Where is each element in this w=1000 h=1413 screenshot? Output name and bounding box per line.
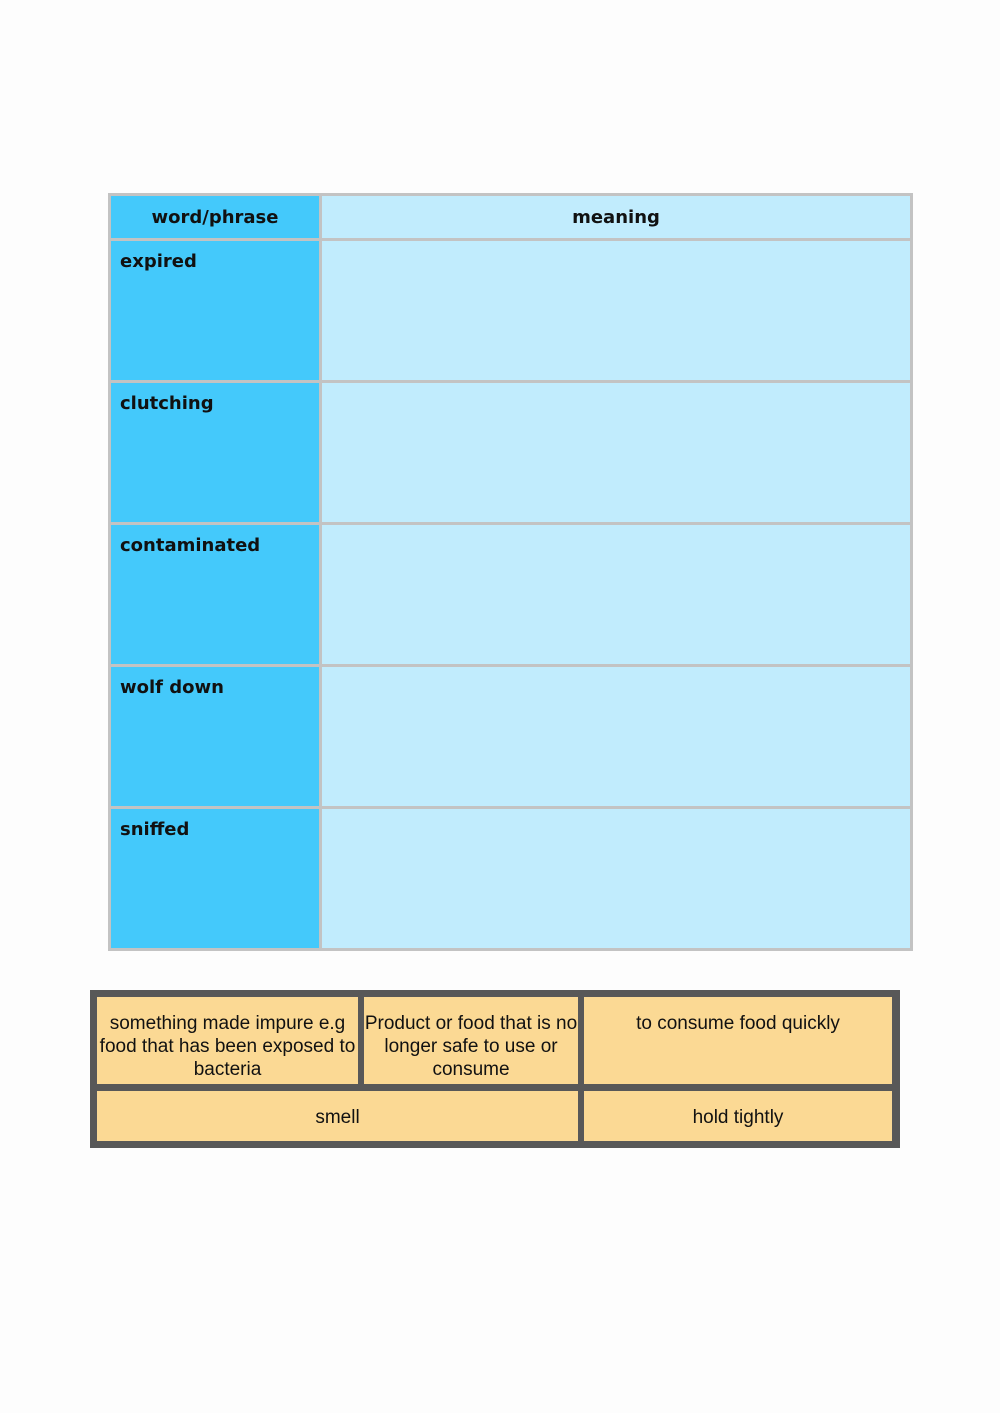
- answer-card-smell[interactable]: smell: [97, 1091, 578, 1141]
- meaning-drop-zone[interactable]: [321, 808, 912, 950]
- meaning-drop-zone[interactable]: [321, 382, 912, 524]
- table-row: [110, 808, 912, 950]
- table-row: [110, 524, 912, 666]
- meaning-drop-zone[interactable]: [321, 666, 912, 808]
- word-label: contaminated: [120, 535, 261, 556]
- word-cell: [110, 808, 321, 950]
- word-cell: [110, 240, 321, 382]
- header-word-phrase: word/phrase: [110, 195, 321, 240]
- word-label: sniffed: [120, 819, 190, 840]
- answer-bank: [90, 990, 900, 1148]
- answer-card-expired[interactable]: Product or food that is no longer safe to use or consume: [364, 997, 578, 1084]
- word-label: expired: [120, 251, 197, 272]
- header-meaning: meaning: [321, 195, 912, 240]
- table-row: [110, 240, 912, 382]
- word-cell: [110, 382, 321, 524]
- vocabulary-table: [108, 193, 913, 951]
- word-label: wolf down: [120, 677, 224, 698]
- meaning-drop-zone[interactable]: [321, 524, 912, 666]
- table-row: [110, 666, 912, 808]
- answer-card-hold-tightly[interactable]: hold tightly: [584, 1091, 892, 1141]
- word-cell: [110, 666, 321, 808]
- answer-card-consume-quickly[interactable]: to consume food quickly: [584, 997, 892, 1084]
- word-cell: [110, 524, 321, 666]
- word-label: clutching: [120, 393, 214, 414]
- answer-card-impure[interactable]: something made impure e.g food that has been exposed to bacteria: [97, 997, 358, 1084]
- table-row: [110, 382, 912, 524]
- table-header-row: [110, 195, 912, 240]
- meaning-drop-zone[interactable]: [321, 240, 912, 382]
